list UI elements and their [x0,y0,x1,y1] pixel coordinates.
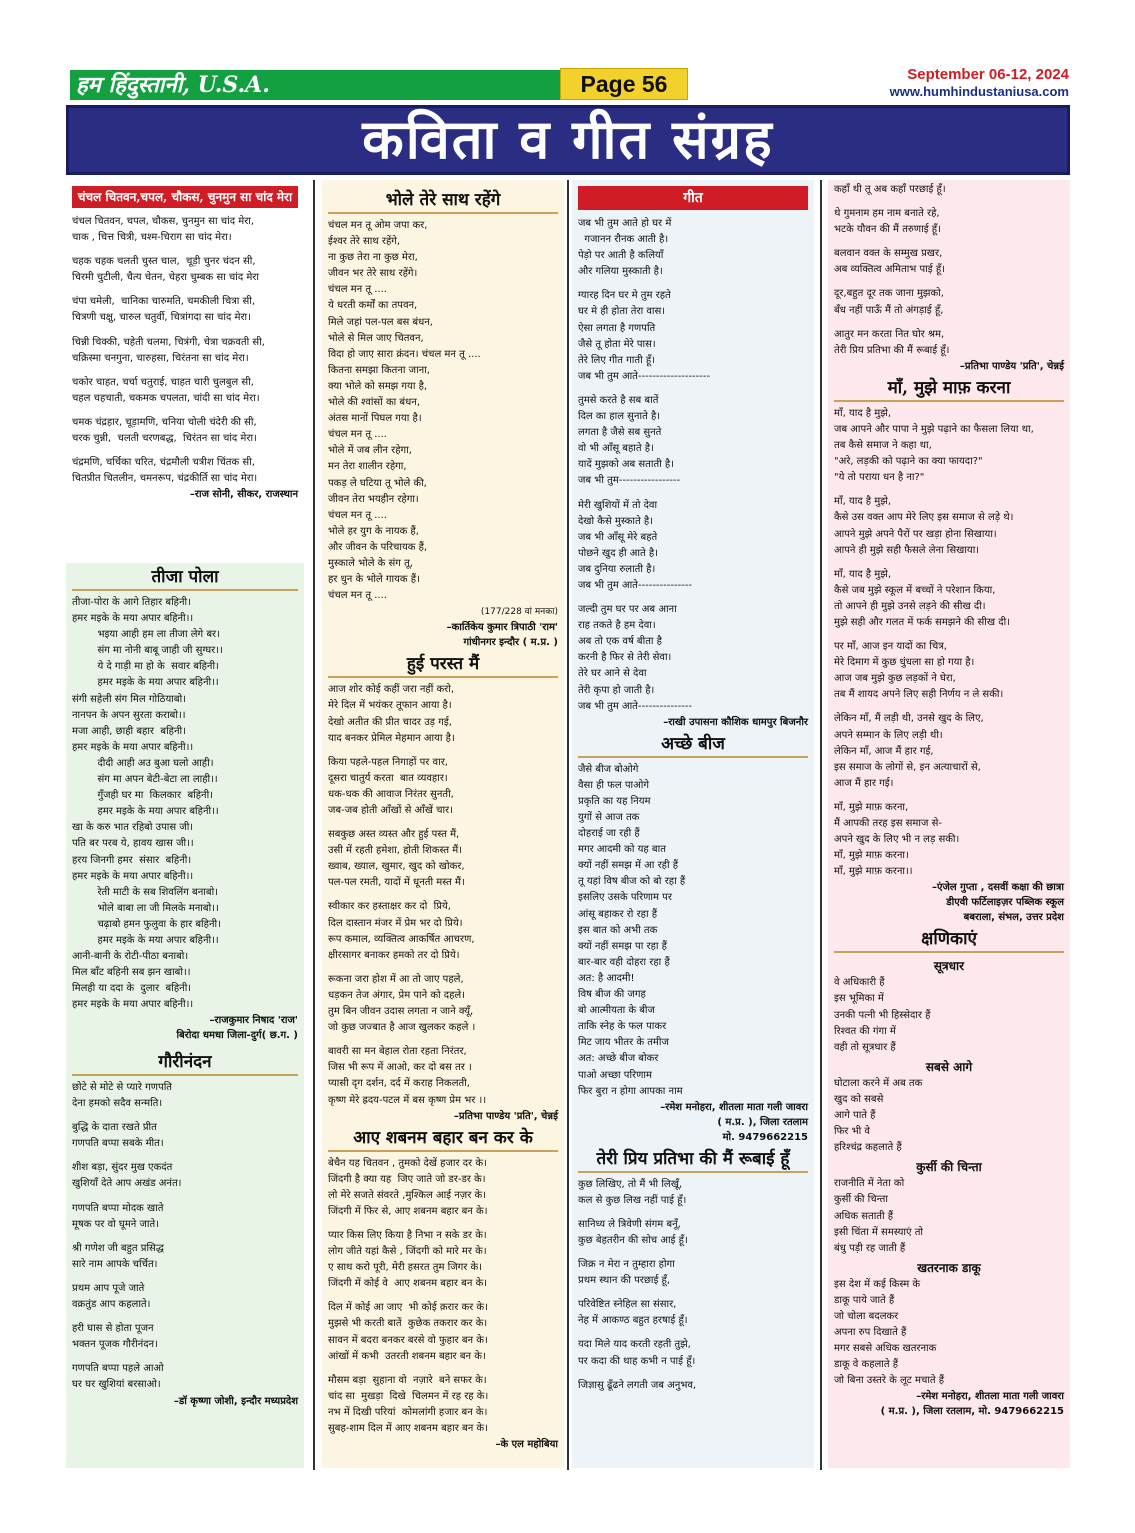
poem-stanza: जिक्र न मेरा न तुम्हारा होगा प्रथम स्थान की परछाई हूँ, [578,1259,675,1287]
poem-stanza: चमक चंद्रहार, चूड़ामणि, चनिया चोली चंदेरी की सी, चरक चुन्नी, चलती चरणबद्ध, चिरंतन सा चांद मेरा। [72,416,257,445]
column-divider [313,180,315,1470]
poem-stanza: हरी घास से होता पूजन भक्तन पूजक गौरीनंदन। [72,1323,158,1351]
poem-stanza: शीश बड़ा, सुंदर मुख एकदंत खुशियाँ देते आप अखंड अनंत। [72,1162,182,1190]
poem-title: गीत [578,186,808,210]
poem-serial-number: (177/228 वां मनका) [480,607,558,618]
poem-stanza: चहक चहक चलती चुस्त चाल, चूड़ी चुनर चंदन सी, चिरमी चुटीली, चैत्य चेतन, चेहरा चुम्बक सा चांद मेरा [72,256,259,284]
poem-author-address: बिरोदा धमधा जिला-दुर्ग( छ.ग. ) [176,1030,298,1042]
issue-date: September 06-12, 2024 [907,66,1069,83]
poem-title: माँ, मुझे माफ़ करना [834,376,1064,402]
poem-author: –कार्तिकेय कुमार त्रिपाठी 'राम' [446,622,558,634]
kshanika-heading: सबसे आगे [925,1059,973,1074]
poem-author: –राजकुमार निषाद 'राज' [209,1015,298,1027]
poem-stanza: मौसम बड़ा सुहाना वो नज़ारे बने सफर के। चांद सा मुखड़ा दिखे चिलमन में रह रह के। नभ में दिखी परियां कोमलांगी हजार बन के। सुबह-शाम दिल में आए शबनम बहार बन के। [328,1374,489,1434]
poem-author: –राज सोनी, सीकर, राजस्थान [189,489,298,501]
page-number: Page 56 [580,71,668,97]
poem-stanza: प्रथम आप पूजे जाते वक्रतुंड आप कहलाते। [72,1282,151,1311]
poem-author-address: गांधीनगर इन्दौर ( म.प्र. ) [463,637,558,649]
poem-stanza: स्वीकार कर हस्ताक्षर कर दो प्रिये, दिल दास्तान मंजर में प्रेम भर दो प्रिये। रूप कमाल, व्यक्तित्व आकर्षित आचरण, क्षीरसागर बनाकर हमको तर दो प्रिये। [328,901,475,961]
poem-title: गौरीनंदन [72,1050,298,1076]
poem-stanza: छोटे से मोटे से प्यारे गणपति देना हमको सदैव सन्मति। [72,1082,172,1110]
poem-title: आए शबनम बहार बन कर के [328,1126,558,1152]
kshanika-text: वे अधिकारी हैं इस भूमिका में उनकी पत्नी भी हिस्सेदार हैं रिश्वत की गंगा में वही तो सूत्रधार हैं [834,977,931,1053]
poem-author: –के एल महोबिया [495,1439,558,1451]
kshanika-heading: सूत्रधार [933,959,965,974]
poem-author-school: डीएवी फर्टिलाइज़र पब्लिक स्कूल [946,897,1064,909]
poem-author: –एंजेल गुप्ता , दसवीं कक्षा की छात्रा [931,882,1064,894]
poem-stanza: प्यार किस लिए किया है निभा न सके डर के। लोग जीते यहां कैसे , जिंदगी को मारे मर के। ए साथ करो पूरी, मेरी हसरत तुम जिगर के। जिंदगी में कोई वे आए शबनम बहार बन के। [328,1229,488,1290]
poem-stanza: ग्यारह दिन घर मे तुम रहते घर मे ही होता तेरा वास। ऐसा लगता है गणपति जैसे तू होता मेरे पास। तेरे लिए गीत गाती हूँ। जब भी तुम आते-------------------- [578,290,711,382]
page-number-box [560,68,688,100]
poem-body: जैसे बीज बोओगे वैसा ही फल पाओगे प्रकृति का यह नियम युगों से आज तक दोहराई जा रही हैं मगर आदमी को यह बात क्यों नहीं समझ में आ रही हैं तू यहां विष बीज को बो रहा हैं इसलिए उसके परिणाम पर आंसू बहाकर रो रहा हैं इस बात को अभी तक क्यों नहीं समझ पा रहा हैं बार-बार वही दोहरा रहा हैं अत: है आदमी! विष बीज की जगह बो आत्मीयता के बीज ताकि स्नेह के फल पाकर मिट जाय भीतर के तमीज अत: अच्छे बीज बोकर पाओ अच्छा परिणाम फिर बुरा न होगा आपका नाम [578,763,686,1097]
poem-block-gaurinandan [66,1048,304,1468]
poem-stanza: किया पहले-पहल निगाहों पर वार, दूसरा चातुर्य करता बात व्यवहार। धक-धक की आवाज निरंतर सुनती, जब-जब होती आँखों से आँखें चार। [328,756,454,816]
poem-stanza: लेकिन माँ, मैं लड़ी थी, उनसे खुद के लिए, अपने सम्मान के लिए लड़ी थी। लेकिन माँ, आज मैं हार गई, इस समाज के लोगों से, इन अत्याचारों से, आज मैं हार गई। [834,713,984,789]
poem-author-phone: मो. 9479662215 [722,1131,808,1143]
kshanika-text: राजनीति में नेता को कुर्सी की चिन्ता अधिक सताती हैं इसी चिंता में समस्याएं तो बंधु पड़ी रह जाती हैं [834,1178,924,1254]
poem-stanza: गणपति बप्पा पहले आओ घर घर खुशियां बरसाओ। [72,1363,164,1391]
poem-author: –प्रतिभा पाण्डेय 'प्रति', चेन्नई [453,1110,558,1122]
poem-stanza: चंचल चितवन, चपल, चौकस, चुनमुन सा चांद मेरा, चाक , चित्त चित्री, चश्म-चिराग सा चांद मेरा। [72,216,255,244]
poem-title: भोले तेरे साथ रहेंगे [328,188,558,214]
newspaper-name-bar [70,70,560,100]
poem-stanza: चकोर चाहत, चर्चा चतुराई, चाहत चारी चुलबुल सी, चहल चहचाती, चकमक चपलता, चांदी सा चांद मेरा। [72,376,260,404]
header-date-block [890,66,1069,100]
poem-stanza: बावरी सा मन बेहाल रोता रहता निरंतर, जिस भी रूप में आओ, कर दो बस तर । प्यासी दृग दर्शन, दर्द में कराह निकलती, कृष्ण मेरे ह्रदय-पटल में बस कृष्ण प्रेम भर ।। [328,1046,487,1106]
poem-block-chanchal [66,180,304,562]
poem-body: चंचल मन तू ओम जपा कर, ईश्वर तेरे साथ रहेंगे, ना कुछ तेरा ना कुछ मेरा, जीवन भर तेरे साथ रहेंगे। चंचल मन तू .... ये धरती कर्मों का तपवन, मिले जहां पल-पल बस बंधन, भोले से मिल जाए चितवन, विदा हो जाए सारा क्रंदन। चंचल मन तू .... कितना समझा कितना जाना, क्या भोले को समझ गया है, भोले की श्वांसों का बंधन, अंतस मानों पिघल गया है। चंचल मन तू .... भोले में जब लीन रहेगा, मन तेरा शालीन रहेगा, पकड़ ले घटिया तू भोले की, जीवन तेरा भयहीन रहेगा। चंचल मन तू .... भोले हर युग के नायक हैं, और जीवन के परिचायक हैं, मुस्काले भोले के संग तू, हर धुन के भोले गायक हैं। चंचल मन तू .... [328,220,481,602]
poem-stanza: सबकुछ अस्त व्यस्त और हुई पस्त मैं, उसी में रहती हमेशा, होती शिकस्त मैं। ख्वाब, ख्याल, खुमार, खुद को खोकर, पल-पल रमती, यादों में धूनती मस्त मैं। [328,829,465,889]
poem-stanza: कहाँ थी तू अब कहाँ परछाई हूँ। [834,184,946,195]
kshanika-heading: खतरनाक डाकू [917,1260,981,1275]
kshanika-text: घोटाला करने में अब तक खुद को सबसे आगे पाते हैं फिर भी वे हरिश्चंद्र कहलाते हैं [834,1077,923,1154]
poem-title: तेरी प्रिय प्रतिभा की मैं रूबाई हूँ [578,1147,808,1173]
poem-author-address: बबराला, संभल, उत्तर प्रदेश [963,912,1064,924]
kshanika-text: इस देश में कई किस्म के डाकू पाये जाते हैं जो चोला बदलकर अपना रुप दिखाते हैं मगर सबसे अधिक खतरनाक डाकू वे कहलाते हैं जो बिना उस्तरे के लूट मचाते हैं [834,1278,945,1387]
poem-stanza: चंपा चमेली, चानिका चारुमति, चमकीली चित्रा सी, चित्रणी चक्षु, चारुल चतुर्वी, चित्रांगदा सा चांद मेरा। [72,296,256,324]
poem-stanza: पर माँ, आज इन यादों का चित्र, मेरे दिमाग में कुछ धुंधला सा हो गया है। आज जब मुझे कुछ लड़कों ने घेरा, तब मैं शायद अपने लिए सही निर्णय न ले सकी। [834,641,1004,701]
poem-author-address: ( म.प्र. ), जिला रतलाम [717,1116,808,1128]
kshanika-heading: कुर्सी की चिन्ता [916,1160,982,1175]
section-title-kshanikayen: क्षणिकाएं [834,927,1064,953]
poem-title: चंचल चितवन,चपल, चौकस, चुनमुन सा चांद मेरा [72,186,298,208]
poem-author: –रमेश मनोहरा, शीतला माता गली जावरा [916,1391,1064,1403]
poem-author: –रमेश मनोहरा, शीतला माता गली जावरा [660,1101,808,1113]
poem-stanza: जब भी तुम आते हो घर में गजानन रौनक आती है। पेड़ो पर आती है कलियाँ और गलिया मुस्काती है। [578,218,672,278]
poem-stanza: माँ, याद है मुझे, कैसे उस वक्त आप मेरे लिए इस समाज से लड़े थे। आपने मुझे अपने पैरों पर खड़ा होना सिखाया। आपने ही मुझे सही फैसले लेना सिखाया। [834,496,1014,556]
poem-stanza: थे गुमनाम हम नाम बनाते रहे, भटके यौवन की मैं तरुणाई हूँ। [834,208,941,236]
column-divider [567,180,569,1470]
website-link[interactable]: www.humhindustaniusa.com [889,84,1069,99]
poem-stanza: बेचैन यह चितवन , तुमको देखें हजार दर के। जिंदगी है क्या यह जिए जाते जो डर-डर के। लो मेरे सजते संवरते ,मुश्किल आई नज़र के। जिंदगी में फिर से, आए शबनम बहार बन के। [328,1157,488,1217]
poem-stanza: माँ, याद है मुझे, जब आपने और पापा ने मुझे पढ़ाने का फैसला लिया था, तब कैसे समाज ने कहा था, "अरे, लड़की को पढ़ाने का क्या फायदा?" "ये तो पराया धन है ना?" [834,407,1034,484]
poem-stanza: बुद्धि के दाता रखते प्रीत गणपति बप्पा सबके मीत। [72,1122,164,1150]
column-4 [828,180,1070,1468]
poem-title: हुई परस्त मैं [328,652,558,678]
poem-stanza: यदा मिले याद करती रहती तुझे, पर कदा की थाह कभी न पाई हूँ। [578,1339,696,1367]
poem-stanza: परिवेष्टित स्नेहिल सा संसार, नेह में आकण्ठ बहुत हरषाई हूँ। [578,1299,688,1327]
poem-stanza: बलवान वक्त के सम्मुख प्रखर, अब व्यक्तित्व अमिताभ पाई हूँ। [834,248,945,276]
poem-stanza: तुमसे करते है सब बातें दिल का हाल सुनाते है। लगता है जैसे सब सुनते वो भी आँसू बहाते है। यादें मुझको अब सताती है। जब भी तुम----------------- [578,394,681,487]
poem-stanza: माँ, याद है मुझे, कैसे जब मुझे स्कूल में बच्चों ने परेशान किया, तो आपने ही मुझे उनसे लड़ने की सीख दी। मुझे सही और गलत में फर्क समझने की सीख दी। [834,568,1010,628]
poem-stanza: गणपति बप्पा मोदक खाते मूषक पर वो घूमने जाते। [72,1202,164,1230]
poem-title: अच्छे बीज [578,732,808,758]
poem-stanza: दूर,बहुत दूर तक जाना मुझको, बँध नहीं पाऊँ मैं तो अंगड़ाई हूँ, [834,288,944,316]
poem-stanza: दिल में कोई आ जाए भी कोई क़रार कर के। मुझसे भी करती बातें कुछेक तकरार कर के। सावन में बदरा बनकर बरसे वो फुहार बन के। आंखों में कभी उतरती शबनम बहार बन के। [328,1302,488,1362]
poem-author: –राखी उपासना कौशिक धामपुर बिजनौर [663,716,808,728]
poem-stanza: आतुर मन करता नित घोर श्रम, तेरी प्रिय प्रतिभा की मैं रूबाई हूँ। [834,328,950,356]
poem-block-teeja-pola [66,563,304,1048]
poem-stanza: मेरी खुशियों में तो देवा देखो कैसे मुस्काते है। जब भी आँसू मेरे बहते पोछने खुद ही आते है। जब दुनिया रुलाती है। जब भी तुम आते--------------- [578,499,693,591]
section-banner-title: कविता व गीत संग्रह [362,108,774,171]
poem-author: –प्रतिभा पाण्डेय 'प्रति', चेन्नई [959,360,1064,372]
poem-stanza: जिज्ञासु ढूँढने लगती जब अनुभव, [578,1379,697,1391]
poem-stanza: सानिध्य ले त्रिवेणी संगम बनूँ, कुछ बेहतरीन की सोच आई हूँ। [578,1218,688,1246]
poem-title: तीजा पोला [72,565,298,591]
poem-stanza: चिन्नी चिक्की, चहेती चलमा, चित्रंगी, चेत्रा चक्रवती सी, चक्रिस्मा चनगुना, चारुहसा, चिरंतना सा चांद मेरा। [72,336,265,364]
poem-stanza: चंद्रमणि, चर्चिका चरित, चंद्रमौली चत्रीश चिंतक सी, चितप्रीत चितलीन, चमनरूप, चंद्रकीर्ति सा चांद मेरा। [72,457,258,485]
poem-author: –डॉ कृष्णा जोशी, इन्दौर मध्यप्रदेश [173,1395,298,1407]
poem-body: तीजा-पोरा के आगे तिहार बहिनी। हमर मइके के मया अपार बहिनी।। भइया आही हम ला तीजा लेगे बर। संग मा नोनी बाबू जाही जी सुग्घर।। ये दे गाड़ी मा हो के सवार बहिनी। हमर मइके के मया अपार बहिनी।। संगी सहेली संग मिल गोठियाबो। नानपन के अपन सुरता कराबो।। मजा आही, छाही बहार बहिनी। हमर मइके के मया अपार बहिनी।। दीदी आही अउ बुआ घलो आही। संग मा अपन बेटी-बेटा ला लाही।। गुँजही घर मा किलकार बहिनी। हमर मइके के मया अपार बहिनी।। खा के करु भात रहिबो उपास जी। पति बर परब ये, हावय खास जी।। हरय जिनगी हमर संसार बहिनी। हमर मइके के मया अपार बहिनी।। रेती माटी के सब शिवलिंग बनाबो। भोले बाबा ला जी मिलके मनाबो।। चढ़ाबो हमन फुलुवा के हार बहिनी। हमर मइके के मया अपार बहिनी।। आनी-बानी के रोटी-पीठा बनाबो। मिल बाँट बहिनी सब झन खाबो।। मिलही या ददा के दुलार बहिनी। हमर मइके के मया अपार बहिनी।। [72,597,223,1011]
poem-stanza: जल्दी तुम घर पर अब आना राह तकते है हम देवा। अब तो एक वर्ष बीता है करनी है फिर से तेरी सेवा। तेरे घर आने से देवा तेरी कृपा हो जाती है। जब भी तुम आते--------------- [578,604,693,712]
poem-stanza: आज शोर कोई कहीं जरा नहीं करो, मेरे दिल में भयंकर तूफान आया है। देखो अतीत की प्रीत चादर उड़ गई, याद बनकर प्रेमिल मेहमान आया है। [328,684,455,744]
poem-author-address: ( म.प्र. ), जिला रतलाम, मो. 9479662215 [880,1406,1064,1418]
poem-stanza: माँ, मुझे माफ़ करना, मैं आपकी तरह इस समाज से- अपने खुद के लिए भी न लड़ सकी। माँ, मुझे माफ़ करना। माँ, मुझे माफ़ करना।। [834,801,960,878]
column-divider [820,180,822,1470]
section-banner [66,105,1070,175]
poem-stanza: रूकना जरा होश में आ तो जाए पहले, धड़कन तेज अंगार, प्रेम पाने को दहले। तुम बिन जीवन उदास लगता न जाने क्यूँ, जो कुछ जज्बात है आज खुलकर कहले । [328,973,476,1034]
poem-stanza: श्री गणेश जी बहुत प्रसिद्ध सारे नाम आपके चर्चित। [72,1242,164,1270]
poem-stanza: कुछ लिखिए, तो मैं भी लिखूँ, कल से कुछ लिख नहीं पाई हूँ। [578,1178,687,1206]
column-3 [572,180,814,1468]
column-2 [322,180,564,1468]
newspaper-name: हम हिंदुस्तानी, U.S.A. [76,72,270,98]
